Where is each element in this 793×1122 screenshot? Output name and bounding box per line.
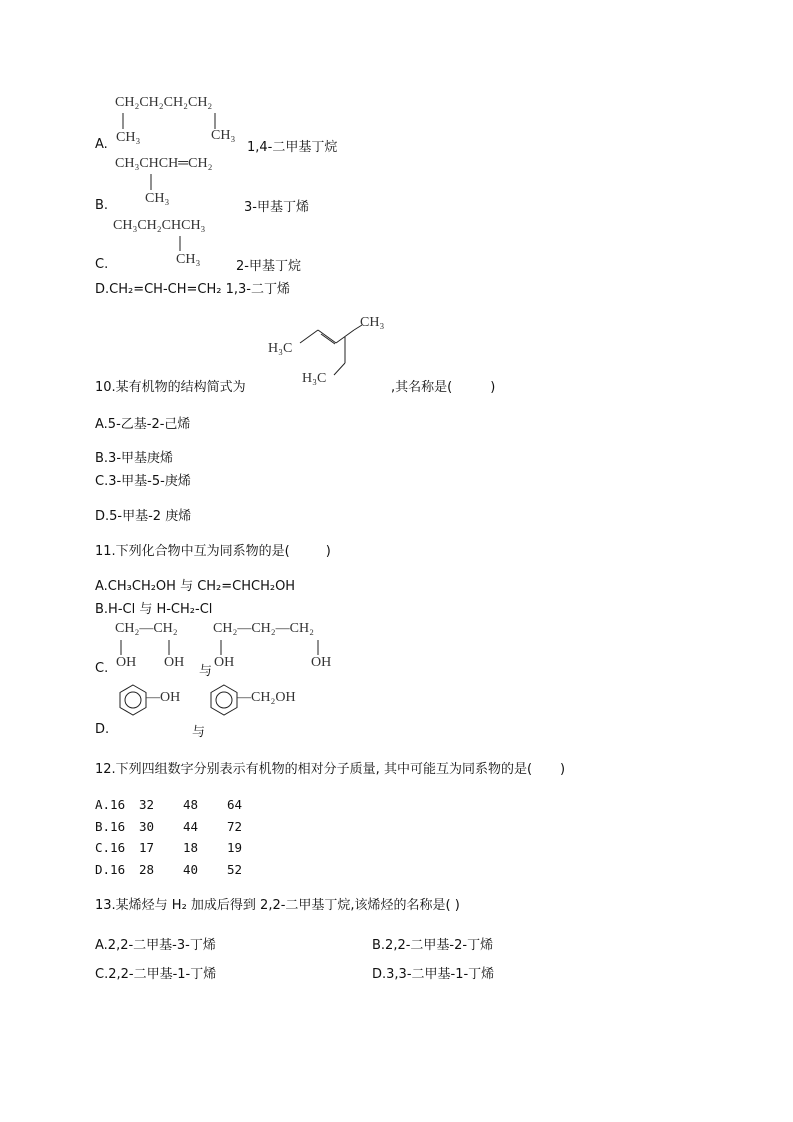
q12-a-v1: 32 [139,797,155,812]
q11-option-a: A.CH₃CH₂OH 与 CH₂=CHCH₂OH [95,579,296,594]
q12-option-c [95,837,271,859]
q11c-oh-1: OH [116,655,137,670]
q12-stem [95,758,565,777]
q10-stem-suffix: ,其名称是( [391,380,453,395]
q12-c-label: C.16 [95,840,126,855]
q10-paren-close: ) [490,380,496,395]
q11c-yu: 与 [199,664,213,679]
q11d-ch2oh: —CH₂OH [237,690,296,705]
q11d-aromatic-1 [125,692,141,708]
q11c-left-chain: CH₂—CH₂ [115,621,178,636]
q13-option-c: C.2,2-二甲基-1-丁烯 [95,967,217,982]
q11c-letter: C. [95,661,109,676]
q12-d-label: D.16 [95,861,126,877]
q9a-right-ch3: CH₃ [211,128,236,143]
q9c-letter: C. [95,257,109,272]
q12-option-a [95,794,271,816]
q11d-yu: 与 [192,725,206,740]
q11c-right-chain: CH₂—CH₂—CH₂ [213,621,314,636]
q9a-name: 1,4-二甲基丁烷 [247,140,338,155]
q11d-benzene-2 [211,685,237,715]
q9b-letter: B. [95,198,109,213]
q9a-letter: A. [95,137,108,152]
q12-d-v1: 28 [139,861,155,877]
q10-option-d: D.5-甲基-2 庚烯 [95,509,192,524]
q10-option-a: A.5-乙基-2-己烯 [95,417,191,432]
q12-b-v3: 72 [227,818,243,834]
q12-paren-close: ) [560,762,566,777]
q10-option-b: B.3-甲基庚烯 [95,451,174,466]
q12-a-v3: 64 [227,797,243,812]
q11d-oh: —OH [146,690,181,705]
q9c-ch3: CH₃ [176,252,201,267]
q9a-left-ch3: CH₃ [116,130,141,145]
q11c-oh-2: OH [164,655,185,670]
q12-b-v1: 30 [139,818,155,834]
q9b-ch3: CH₃ [145,191,170,206]
q10-h3c-bottom: H₃C [302,371,327,386]
q12-c-v3: 19 [227,840,243,855]
q11-paren-close: ) [325,544,331,559]
q12-a-label: A.16 [95,797,126,812]
q12-a-v2: 48 [183,797,199,812]
q12-d-v3: 52 [227,861,243,877]
q10-stem-prefix: 10.某有机物的结构简式为 [95,380,246,395]
q11c-oh-4: OH [311,655,332,670]
q11c-oh-3: OH [214,655,235,670]
q11-option-b: B.H-Cl 与 H-CH₂-Cl [95,602,213,617]
q12-c-v2: 18 [183,840,199,855]
q11-stem-text: 11.下列化合物中互为同系物的是( [95,544,290,559]
q10-ch3: CH₃ [360,315,385,330]
q13-option-d: D.3,3-二甲基-1-丁烯 [372,967,495,982]
q12-option-b [95,816,271,838]
q13-stem: 13.某烯烃与 H₂ 加成后得到 2,2-二甲基丁烷,该烯烃的名称是( ) [95,898,460,913]
q12-c-v1: 17 [139,840,155,855]
q12-stem-text: 12.下列四组数字分别表示有机物的相对分子质量, 其中可能互为同系物的是( [95,762,533,777]
q9c-name: 2-甲基丁烷 [236,259,301,274]
q9b-main-chain: CH₃CHCH═CH₂ [115,156,213,171]
q11d-benzene-1 [120,685,146,715]
q10-option-c: C.3-甲基-5-庚烯 [95,474,191,489]
q11d-letter: D. [95,722,110,737]
q9-option-d: D.CH₂=CH-CH=CH₂ 1,3-二丁烯 [95,282,290,297]
q13-option-b: B.2,2-二甲基-2-丁烯 [372,938,494,953]
q9c-main-chain: CH₃CH₂CHCH₃ [113,218,206,233]
q9a-main-chain: CH₂CH₂CH₂CH₂ [115,95,213,110]
q12-option-d [95,859,271,881]
q12-options [95,794,271,880]
q12-b-label: B.16 [95,818,126,834]
q12-d-v2: 40 [183,861,199,877]
q9b-name: 3-甲基丁烯 [244,200,309,215]
q13-option-a: A.2,2-二甲基-3-丁烯 [95,938,216,953]
q10-h3c-top: H₃C [268,341,293,356]
q11d-aromatic-2 [216,692,232,708]
q12-b-v2: 44 [183,818,199,834]
